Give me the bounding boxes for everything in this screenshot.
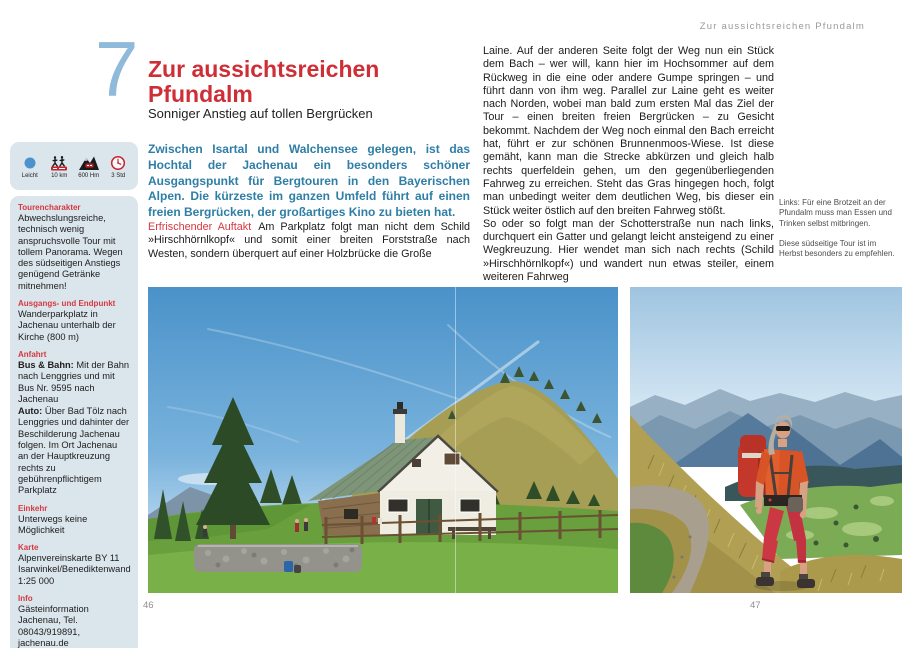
infobox-text: Bus & Bahn: Mit der Bahn nach Lenggries und mit Bus Nr. 9595 nach Jachenau xyxy=(18,359,130,404)
fact-elevation xyxy=(78,155,100,179)
tour-info-sidebar xyxy=(10,196,138,648)
infobox-text: Gästeinformation Jachenau, Tel. 08043/919891, jachenau.de xyxy=(18,604,89,648)
infobox-section-info xyxy=(18,594,130,648)
fact-label: Leicht xyxy=(21,173,38,179)
photo-caption-right: Diese südseitige Tour ist im Herbst besonders zu empfehlen. xyxy=(779,238,895,259)
clock-icon xyxy=(107,155,129,171)
infobox-heading: Anfahrt xyxy=(18,349,47,359)
infobox-heading: Einkehr xyxy=(18,503,48,513)
infobox-text: Alpenvereinskarte BY 11 Isarwinkel/Benediktenwand 1:25 000 xyxy=(18,553,131,586)
margin-captions xyxy=(779,198,901,259)
infobox-section-einkehr xyxy=(18,504,130,537)
title-line-1: Zur aussichtsreichen xyxy=(148,56,380,83)
fact-distance xyxy=(48,155,70,179)
body-paragraph: So oder so folgt man der Schotterstraße nun nach links, durchquert ein Gatter und gelangt leicht ansteigend zu einer Wegkreuzung. Hier wendet man sich nach rechts (Schild »Hirschhörnlkopf«) und wandert nun etwas steiler, einem weiteren Fahrweg xyxy=(483,217,774,284)
body-text: Am Parkplatz folgt man nicht dem Schild »Hirschhörnlkopf« und somit einer breiten Forststraße nach Westen, sondern überquert auf einer Holzbrücke die Große xyxy=(148,221,470,260)
infobox-lead: Auto: xyxy=(18,406,43,417)
stone-wall xyxy=(194,544,362,572)
infobox-heading: Ausgangs- und Endpunkt xyxy=(18,299,116,309)
page-gutter xyxy=(455,287,456,593)
title-line-2: Pfundalm xyxy=(148,81,253,108)
infobox-text: Auto: Über Bad Tölz nach Lenggries und dahinter der Beschilderung Jachenau folgen. Im Ort Jachenau an der Hauptkreuzung rechts zu gebührenpflichtigem Parkplatz xyxy=(18,406,130,496)
page-number-left: 46 xyxy=(143,600,154,611)
run-in-heading: Erfrischender Auftakt xyxy=(148,221,252,233)
infobox-text: Wanderparkplatz in Jachenau unterhalb der Kirche (800 m) xyxy=(18,309,116,342)
intro-paragraph: Zwischen Isartal und Walchensee gelegen, ist das Hochtal der Jachenau ein besonders schöner Ausgangspunkt für Bergtouren in den Bayerischen Alpen. Die kürzeste im ganzen Umfeld führt auf einen freien Bergrücken, der großartiges Kino zu bieten hat. xyxy=(148,142,470,220)
fact-difficulty xyxy=(19,155,41,179)
body-column-right xyxy=(483,45,774,284)
photo-hiker xyxy=(630,287,902,593)
body-paragraph: Laine. Auf der anderen Seite folgt der Weg nun ein Stück dem Bach – wer will, kann hier im Hochsommer auf dem Rückweg in die eine oder andere Gumpe springen – und führt dann von ihm weg. Parallel zur Laine geht es weiter nach Norden, wobei man bald zum ersten Mal das Ziel der Tour – einen breiten freien Bergrücken – zu Gesicht bekommt. Nachdem der Weg noch einmal den Bach erreicht hat, führt er zur schönen Brunnenmoos-Wiese. Ist diese gemäht, kann man die Strecke abkürzen und gleich halb rechts querfeldein gehen, um den gegenüberliegenden Fahrweg zu erreichen. Steht das Gras hingegen hoch, folgt man unbedingt weiter dem deutlichen Weg, bis dieser ein Stück weiter östlich auf den breiten Fahrweg stößt. xyxy=(483,45,774,217)
page-number-right: 47 xyxy=(750,600,761,611)
fact-label: 3 Std xyxy=(111,173,126,179)
infobox-section-endpunkt xyxy=(18,299,130,343)
photo-caption-left: Links: Für eine Brotzeit an der Pfundalm muss man Essen und Trinken selbst mitbringen. xyxy=(779,198,892,228)
infobox-heading: Tourencharakter xyxy=(18,203,81,212)
body-paragraph-left xyxy=(148,221,470,261)
mountain-icon xyxy=(78,155,100,171)
fact-label: 600 Hm xyxy=(78,173,100,179)
tour-facts-box xyxy=(10,142,138,190)
infobox-section-karte xyxy=(18,543,130,587)
running-head: Zur aussichtsreichen Pfundalm xyxy=(699,21,865,32)
infobox-text: Abwechslungsreiche, technisch wenig anspruchsvolle Tour mit tollem Panorama. Wegen des südseitigen Anstiegs genügend Getränke mitnehmen! xyxy=(18,213,123,291)
page-subtitle: Sonniger Anstieg auf tollen Bergrücken xyxy=(148,106,373,121)
infobox-text: Unterwegs keine Möglichkeit xyxy=(18,513,88,535)
infobox-heading: Karte xyxy=(18,543,39,553)
hikers-icon xyxy=(48,155,70,171)
infobox-lead: Bus & Bahn: xyxy=(18,359,74,370)
fact-label: 10 km xyxy=(51,173,68,179)
infobox-section-anfahrt xyxy=(18,350,130,497)
chapter-number: 7 xyxy=(95,25,139,113)
infobox-section-tourencharakter xyxy=(18,203,130,292)
fact-duration xyxy=(107,155,129,179)
page-title xyxy=(148,57,478,107)
infobox-heading: Info xyxy=(18,594,33,604)
difficulty-dot-icon xyxy=(19,155,41,171)
photo-pfundalm-hut xyxy=(148,287,618,593)
